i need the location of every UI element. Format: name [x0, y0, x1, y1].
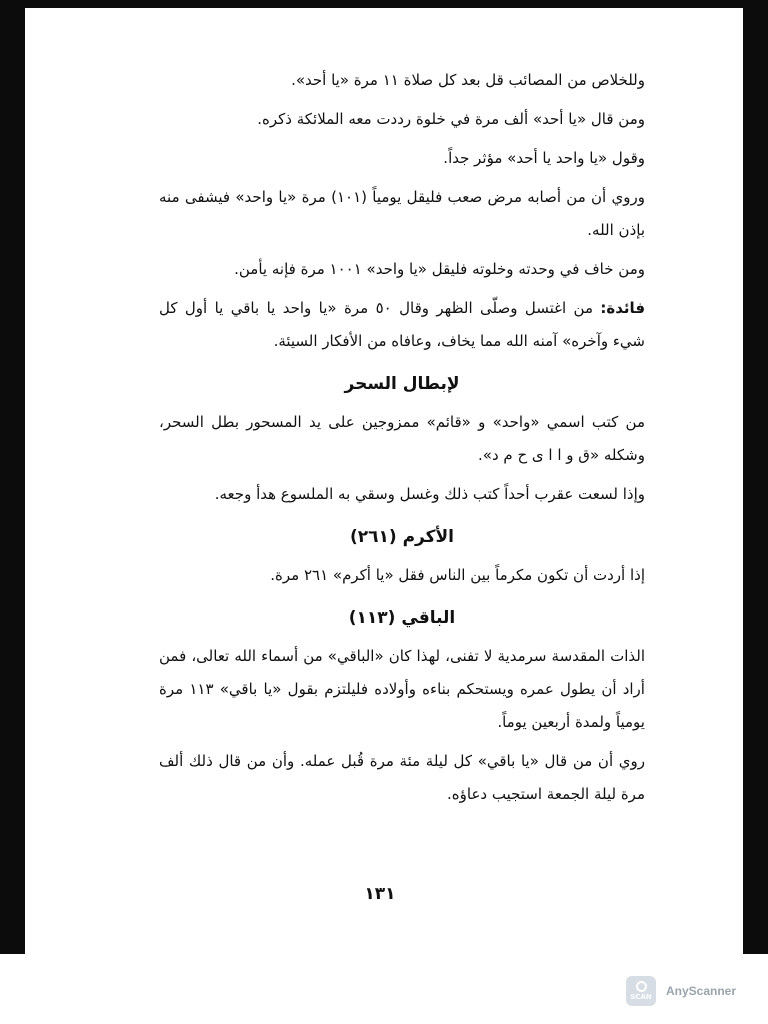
paragraph: ومن خاف في وحدته وخلوته فليقل «يا واحد» ١٠٠١ مرة فإنه يأمن. [234, 260, 645, 278]
note-lead: فائدة: [600, 299, 646, 317]
section-heading-magic [159, 366, 645, 402]
paragraph: روي أن من قال «يا باقي» كل ليلة مئة مرة قُبل عمله. وأن من قال ذلك ألف مرة ليلة الجمعة استجيب دعاؤه. [159, 752, 645, 803]
paragraph: وإذا لسعت عقرب أحداً كتب ذلك وغسل وسقي به الملسوع هدأ وجعه. [214, 485, 645, 503]
scanner-name: AnyScanner [666, 984, 737, 998]
scan-border-right [743, 0, 768, 954]
note-paragraph [159, 292, 645, 358]
heading-number: (١١٣) [348, 608, 396, 628]
paragraph: وروي أن من أصابه مرض صعب فليقل يومياً (١٠١) مرة «يا واحد» فيشفى منه بإذن الله. [159, 188, 645, 239]
section-heading-akram [159, 519, 645, 555]
heading-title: الباقي [401, 608, 456, 628]
paragraph: ومن قال «يا أحد» ألف مرة في خلوة رددت معه الملائكة ذكره. [257, 110, 645, 128]
scanner-watermark [626, 975, 736, 1007]
heading-title: الأكرم [402, 527, 455, 547]
scan-border-top [0, 0, 768, 8]
heading-title: لإبطال السحر [344, 374, 460, 394]
paragraph: إذا أردت أن تكون مكرماً بين الناس فقل «يا أكرم» ٢٦١ مرة. [270, 566, 645, 584]
page-number: ١٣١ [364, 884, 396, 904]
section-heading-baqi [159, 600, 645, 636]
scan-border-left [0, 0, 25, 954]
paragraph: الذات المقدسة سرمدية لا تفنى، لهذا كان «الباقي» من أسماء الله تعالى، فمن أراد أن يطول عمره ويستحكم بناءه وأولاده فليلتزم بقول «يا باقي» ١١٣ مرة يومياً ولمدة أربعين يوماً. [159, 647, 645, 731]
paragraph: وللخلاص من المصائب قل بعد كل صلاة ١١ مرة «يا أحد». [291, 71, 645, 89]
scan-logo-text: SCAN [630, 993, 652, 1001]
page-body [159, 64, 645, 817]
heading-number: (٢٦١) [349, 527, 397, 547]
note-text: من اغتسل وصلّى الظهر وقال ٥٠ مرة «يا واحد يا باقي يا أول كل شيء وآخره» آمنه الله مما يخاف، وعافاه من الأفكار السيئة. [159, 299, 645, 350]
paragraph: وقول «يا واحد يا أحد» مؤثر جداً. [443, 149, 645, 167]
scan-logo-icon [626, 976, 656, 1006]
book-page [47, 8, 713, 952]
paragraph: من كتب اسمي «واحد» و «قائم» ممزوجين على يد المسحور بطل السحر، وشكله «ق و ا ا ى ح م د». [159, 413, 645, 464]
